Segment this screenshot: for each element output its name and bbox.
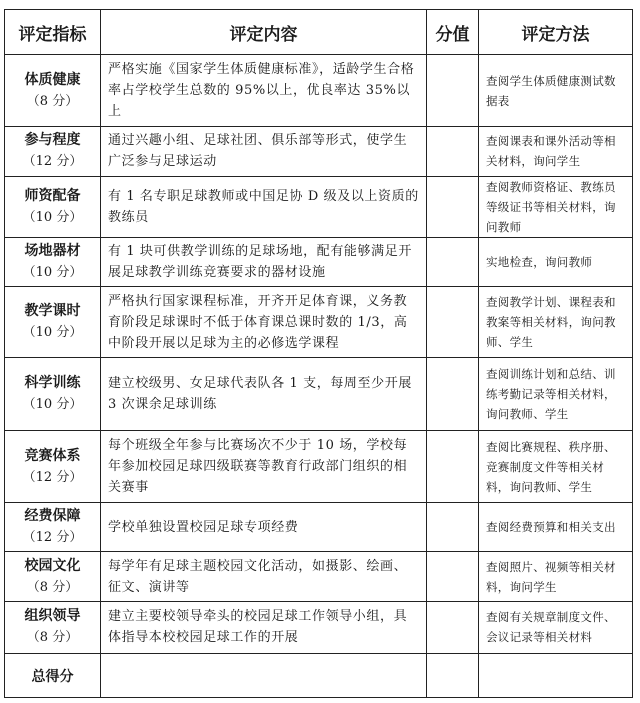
score-cell [427,358,479,430]
content-cell: 有 1 名专职足球教师或中国足协 D 级及以上资质的教练员 [101,176,427,237]
indicator-cell [5,287,101,358]
header-content: 评定内容 [101,10,427,55]
indicator-cell [5,358,101,430]
indicator-name: 竞赛体系 [24,447,81,464]
method-cell: 查阅教学计划、课程表和教案等相关材料，询问教师、学生 [479,287,633,358]
indicator-points: （10 分） [22,209,83,225]
method-cell: 查阅经费预算和相关支出 [479,503,633,552]
indicator-cell [5,127,101,176]
score-cell [427,601,479,653]
header-row [5,10,633,55]
table-body [5,55,633,654]
table-row [5,552,633,601]
indicator-name: 校园文化 [24,557,81,574]
method-cell: 查阅比赛规程、秩序册、竞赛制度文件等相关材料，询问教师、学生 [479,430,633,502]
content-cell: 建立校级男、女足球代表队各 1 支，每周至少开展 3 次课余足球训练 [101,358,427,430]
table-row [5,503,633,552]
content-cell: 每个班级全年参与比赛场次不少于 10 场，学校每年参加校园足球四级联赛等教育行政部门组织的相关赛事 [101,430,427,502]
content-cell: 建立主要校领导牵头的校园足球工作领导小组，具体指导本校校园足球工作的开展 [101,601,427,653]
indicator-cell [5,601,101,653]
content-cell: 严格执行国家课程标准，开齐开足体育课，义务教育阶段足球课时不低于体育课总课时数的 1/3，高中阶段开展以足球为主的必修选学课程 [101,287,427,358]
indicator-cell [5,503,101,552]
indicator-points: （8 分） [26,630,79,646]
header-indicator: 评定指标 [5,10,101,55]
indicator-name: 参与程度 [24,132,81,149]
total-row [5,654,633,698]
table-row [5,55,633,127]
method-cell: 查阅教师资格证、教练员等级证书等相关材料，询问教师 [479,176,633,237]
total-score-cell [427,654,479,698]
indicator-name: 教学课时 [24,303,81,320]
total-method-cell [479,654,633,698]
indicator-name: 经费保障 [24,508,81,525]
indicator-points: （12 分） [22,530,83,546]
score-cell [427,503,479,552]
total-content-cell [101,654,427,698]
indicator-cell [5,237,101,286]
content-cell: 学校单独设置校园足球专项经费 [101,503,427,552]
score-cell [427,552,479,601]
table-row [5,601,633,653]
score-cell [427,55,479,127]
table-row [5,127,633,176]
method-cell: 查阅训练计划和总结、训练考勤记录等相关材料，询问教师、学生 [479,358,633,430]
content-cell: 有 1 块可供教学训练的足球场地，配有能够满足开展足球教学训练竞赛要求的器材设施 [101,237,427,286]
indicator-points: （10 分） [22,265,83,280]
indicator-name: 组织领导 [24,608,81,625]
evaluation-table [4,9,633,698]
score-cell [427,127,479,176]
indicator-cell [5,552,101,601]
score-cell [427,287,479,358]
table-row [5,287,633,358]
indicator-name: 场地器材 [24,243,81,259]
table-row [5,176,633,237]
score-cell [427,176,479,237]
method-cell: 查阅学生体质健康测试数据表 [479,55,633,127]
score-cell [427,430,479,502]
method-cell: 查阅有关规章制度文件、会议记录等相关材料 [479,601,633,653]
table-row [5,358,633,430]
method-cell: 查阅照片、视频等相关材料，询问学生 [479,552,633,601]
indicator-name: 体质健康 [24,71,81,88]
method-cell: 查阅课表和课外活动等相关材料，询问学生 [479,127,633,176]
content-cell: 通过兴趣小组、足球社团、俱乐部等形式，使学生广泛参与足球运动 [101,127,427,176]
indicator-name: 师资配备 [24,187,81,204]
indicator-points: （10 分） [22,325,83,341]
header-method: 评定方法 [479,10,633,55]
content-cell: 每学年有足球主题校园文化活动，如摄影、绘画、征文、演讲等 [101,552,427,601]
indicator-points: （8 分） [26,93,79,109]
indicator-points: （12 分） [22,154,83,170]
indicator-points: （10 分） [22,397,83,413]
table-row [5,430,633,502]
indicator-points: （8 分） [26,579,79,595]
total-label: 总得分 [5,654,101,698]
table-row [5,237,633,286]
indicator-cell [5,55,101,127]
indicator-name: 科学训练 [24,375,81,392]
indicator-cell [5,430,101,502]
header-score: 分值 [427,10,479,55]
method-cell: 实地检查，询问教师 [479,237,633,286]
indicator-points: （12 分） [22,469,83,485]
score-cell [427,237,479,286]
indicator-cell [5,176,101,237]
content-cell: 严格实施《国家学生体质健康标准》，适龄学生合格率占学校学生总数的 95%以上，优良率达 35%以上 [101,55,427,127]
